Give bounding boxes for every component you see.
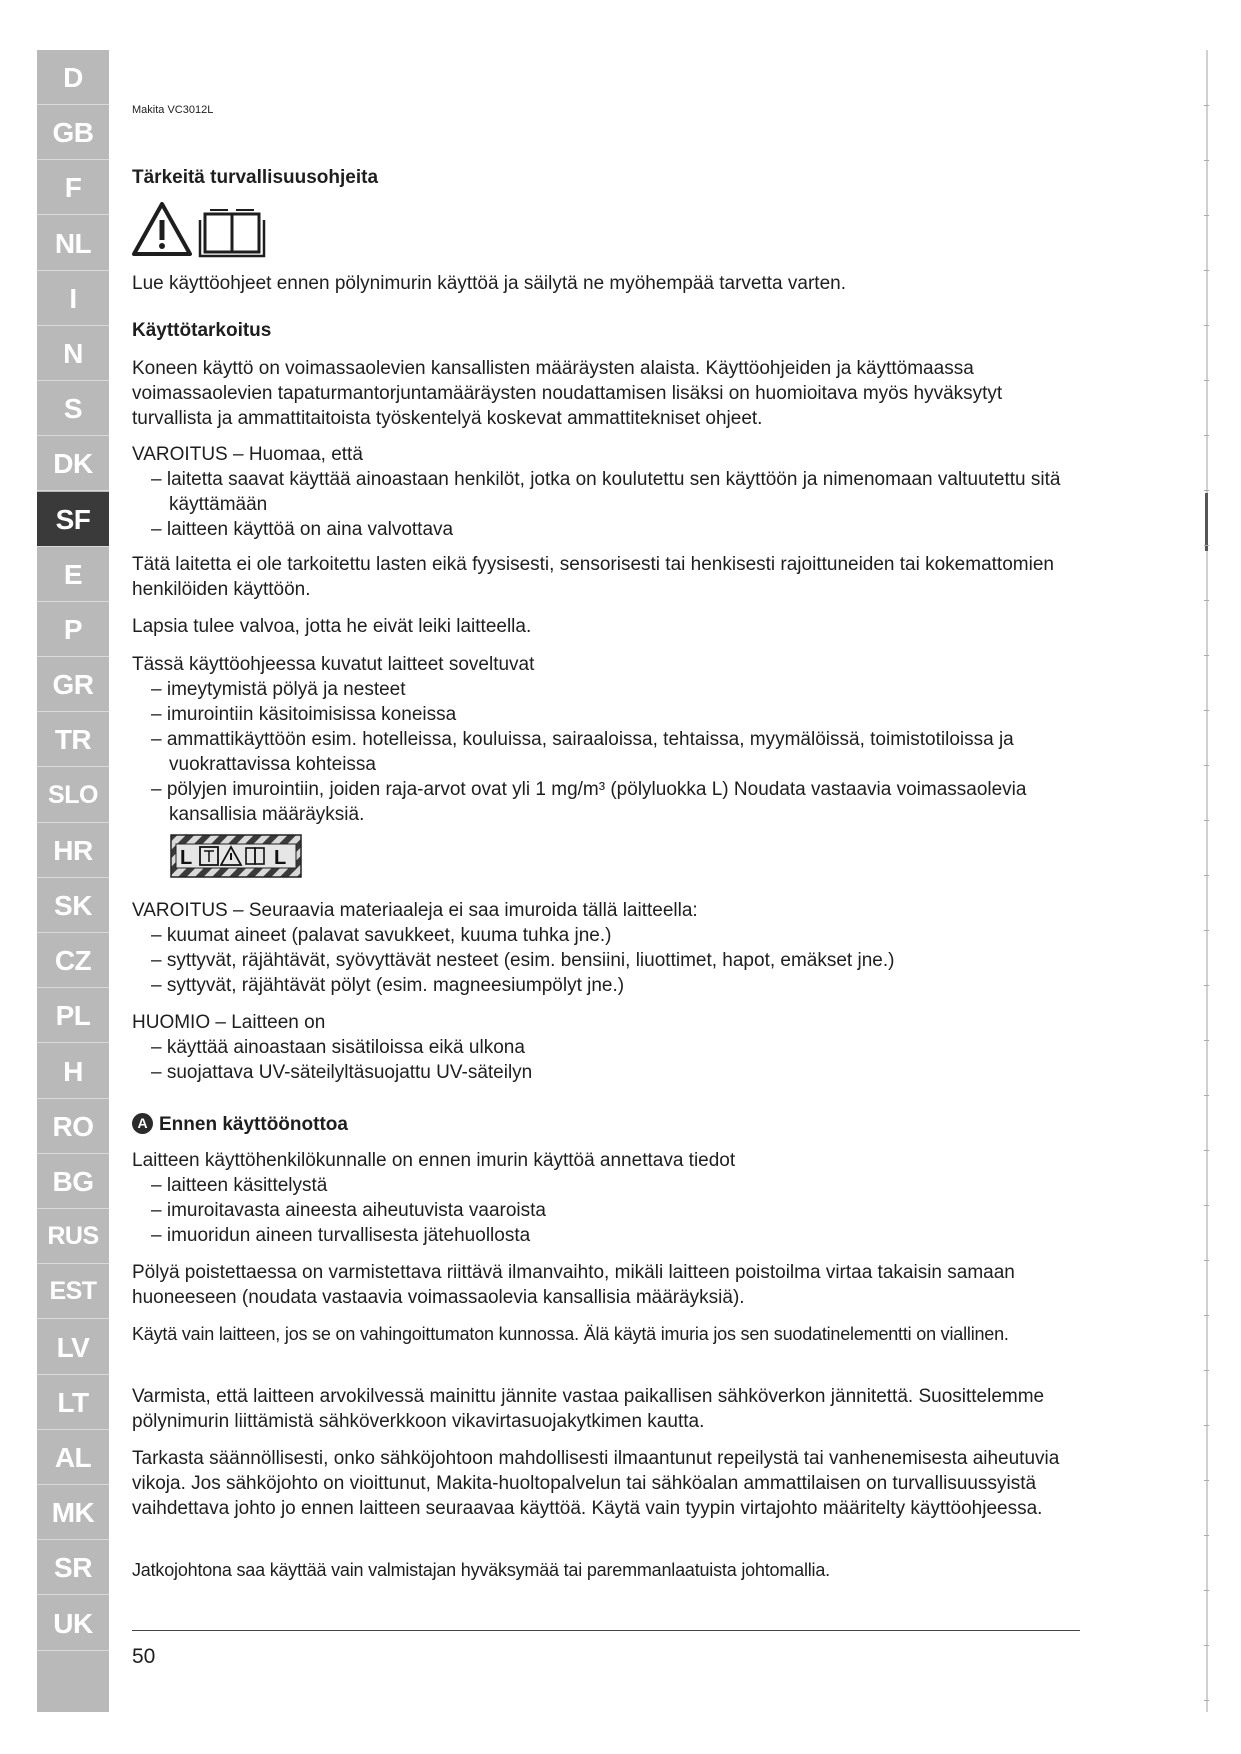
purpose-text: Koneen käyttö on voimassaolevien kansallisten määräysten alaista. Käyttöohjeiden ja käyttömaassa voimassaolevien tapaturmantorjuntamääräysten noudattamisen lisäksi on huomioitava myös hyväksytyt turvallista ja ammattitaitoista työskentelyä koskevat ammattitekniset ohjeet. [132, 358, 1003, 429]
safety-title: Tärkeitä turvallisuusohjeita [132, 167, 379, 188]
language-tab-nl[interactable]: NL [37, 216, 109, 271]
margin-tick [1204, 1040, 1209, 1041]
before-use-title: Ennen käyttöönottoa [159, 1114, 348, 1135]
margin-tick [1204, 545, 1209, 546]
footer-rule [132, 1630, 1080, 1631]
margin-tick [1204, 1590, 1209, 1591]
dust-class-l-label [170, 834, 302, 883]
language-tab-p[interactable]: P [37, 602, 109, 657]
language-tab-tr[interactable]: TR [37, 712, 109, 767]
warning1-item: – laitteen käyttöä on aina valvottava [151, 519, 454, 540]
language-sidebar [37, 50, 109, 1712]
dust-class-letter-right: L [274, 847, 287, 869]
margin-tick [1204, 1480, 1209, 1481]
margin-tick [1204, 1205, 1209, 1206]
page-number: 50 [132, 1645, 156, 1668]
warning2-item: – kuumat aineet (palavat savukkeet, kuuma tuhka jne.) [151, 925, 612, 946]
extension-text: Jatkojohtona saa käyttää vain valmistajan hyväksymää tai paremmanlaatuista johtomallia. [132, 1560, 830, 1580]
caution-item: – käyttää ainoastaan sisätiloissa eikä ulkona [151, 1037, 525, 1058]
margin-tick [1204, 1095, 1209, 1096]
header-model: Makita VC3012L [132, 104, 214, 116]
section-marker [1205, 493, 1208, 551]
ventilation-text: Pölyä poistettaessa on varmistettava riittävä ilmanvaihto, mikäli laitteen poistoilma virtaa takaisin samaan huoneeseen (noudata vastaavia voimassaolevia kansallisia määräyksiä). [132, 1262, 1015, 1308]
margin-tick [1204, 710, 1209, 711]
margin-tick [1204, 1150, 1209, 1151]
pictogram-svg [132, 200, 272, 260]
margin-tick [1204, 325, 1209, 326]
language-tab-h[interactable]: H [37, 1044, 109, 1099]
language-tab-bg[interactable]: BG [37, 1154, 109, 1209]
before-use-item: – imuroitavasta aineesta aiheutuvista vaaroista [151, 1200, 547, 1221]
supervise-children-text: Lapsia tulee valvoa, jotta he eivät leiki laitteella. [132, 616, 532, 637]
manual-book-icon [200, 210, 264, 256]
margin-tick [1204, 1260, 1209, 1261]
language-tab-gr[interactable]: GR [37, 657, 109, 712]
language-tab-mk[interactable]: MK [37, 1485, 109, 1540]
warning2-item: – syttyvät, räjähtävät pölyt (esim. magneesiumpölyt jne.) [151, 975, 625, 996]
warning1-intro: VAROITUS – Huomaa, että [132, 444, 363, 465]
children-text: Tätä laitetta ei ole tarkoitettu lasten eikä fyysisesti, sensorisesti tai henkisesti rajoittuneiden tai kokemattomien henkilöiden käyttöön. [132, 554, 1054, 600]
language-tab-sk[interactable]: SK [37, 878, 109, 933]
purpose-title: Käyttötarkoitus [132, 320, 272, 341]
language-tab-sf[interactable]: SF [37, 492, 109, 547]
margin-tick [1204, 655, 1209, 656]
margin-tick [1204, 380, 1209, 381]
margin-tick [1204, 985, 1209, 986]
language-tab-al[interactable]: AL [37, 1430, 109, 1485]
right-margin-rule [1206, 50, 1208, 1712]
warning2-item: – syttyvät, räjähtävät, syövyttävät nesteet (esim. bensiini, liuottimet, hapot, emäkset jne.) [151, 950, 895, 971]
language-tab-cz[interactable]: CZ [37, 933, 109, 988]
caution-item: – suojattava UV-säteilyltäsuojattu UV-säteilyn [151, 1062, 533, 1083]
before-use-item: – imuoridun aineen turvallisesta jätehuollosta [151, 1225, 531, 1246]
language-tab-d[interactable]: D [37, 50, 109, 105]
margin-tick [1204, 490, 1209, 491]
margin-tick [1204, 1315, 1209, 1316]
language-tab-rus[interactable]: RUS [37, 1209, 109, 1264]
margin-tick [1204, 875, 1209, 876]
language-tab-s[interactable]: S [37, 381, 109, 436]
language-tab-hr[interactable]: HR [37, 823, 109, 878]
language-tab-gb[interactable]: GB [37, 105, 109, 160]
margin-tick [1204, 765, 1209, 766]
suitable-item: – ammattikäyttöön esim. hotelleissa, kouluissa, sairaaloissa, tehtaissa, myymälöissä, toimistotiloissa ja vuokrattavissa kohteissa [151, 729, 1014, 775]
language-tab-dk[interactable]: DK [37, 436, 109, 491]
language-tab-n[interactable]: N [37, 326, 109, 381]
section-a-badge: A [132, 1113, 153, 1134]
language-tab-lt[interactable]: LT [37, 1375, 109, 1430]
margin-tick [1204, 820, 1209, 821]
warning2-intro: VAROITUS – Seuraavia materiaaleja ei saa imuroida tällä laitteella: [132, 900, 698, 921]
language-tab-pl[interactable]: PL [37, 988, 109, 1043]
dust-class-letter-left: L [180, 847, 193, 869]
language-tab-ro[interactable]: RO [37, 1099, 109, 1154]
suitable-item: – pölyjen imurointiin, joiden raja-arvot ovat yli 1 mg/m³ (pölyluokka L) Noudata vastaavia voimassaolevia kansallisia määräyksiä. [151, 779, 1027, 825]
undamaged-text: Käytä vain laitteen, jos se on vahingoittumaton kunnossa. Älä käytä imuria jos sen suodatinelementti on viallinen. [132, 1324, 1009, 1344]
margin-tick [1204, 435, 1209, 436]
language-tab-f[interactable]: F [37, 160, 109, 215]
language-tab-sr[interactable]: SR [37, 1540, 109, 1595]
language-tab-est[interactable]: EST [37, 1264, 109, 1319]
voltage-text: Varmista, että laitteen arvokilvessä mainittu jännite vastaa paikallisen sähköverkon jännitettä. Suosittelemme pölynimurin liittämistä sähköverkkoon vikavirtasuojakytkimen kautta. [132, 1386, 1045, 1432]
language-tab-i[interactable]: I [37, 271, 109, 326]
safety-pictograms [132, 200, 272, 265]
suitable-item: – imeytymistä pölyä ja nesteet [151, 679, 406, 700]
margin-tick [1204, 600, 1209, 601]
suitable-item: – imurointiin käsitoimisissa koneissa [151, 704, 457, 725]
margin-tick [1204, 1645, 1209, 1646]
caution-intro: HUOMIO – Laitteen on [132, 1012, 326, 1033]
margin-tick [1204, 160, 1209, 161]
language-tab-slo[interactable]: SLO [37, 768, 109, 823]
language-tab-lv[interactable]: LV [37, 1320, 109, 1375]
warning1-item: – laitetta saavat käyttää ainoastaan henkilöt, jotka on koulutettu sen käyttöön ja nimenomaan valtuutettu sitä käyttämään [151, 469, 1061, 515]
margin-tick [1204, 930, 1209, 931]
margin-tick [1204, 270, 1209, 271]
margin-tick [1204, 1700, 1209, 1701]
before-use-intro: Laitteen käyttöhenkilökunnalle on ennen imurin käyttöä annettava tiedot [132, 1150, 736, 1171]
language-tab-uk[interactable]: UK [37, 1596, 109, 1651]
margin-tick [1204, 105, 1209, 106]
cable-check-text: Tarkasta säännöllisesti, onko sähköjohtoon mahdollisesti ilmaantunut repeilystä tai vanhenemisesta aiheutuvia vikoja. Jos sähköjohto on vioittunut, Makita-huoltopalvelun tai sähköalan ammattilaisen on turvallisuussyistä vaihdettava johto jo ennen laitteen seuraavaa käyttöä. Käytä vain tyypin virtajohto määritelty käyttöohjeessa. [132, 1448, 1060, 1519]
margin-tick [1204, 1425, 1209, 1426]
suitable-intro: Tässä käyttöohjeessa kuvatut laitteet soveltuvat [132, 654, 535, 675]
read-manual-text: Lue käyttöohjeet ennen pölynimurin käyttöä ja säilytä ne myöhempää tarvetta varten. [132, 273, 846, 294]
dust-class-svg [170, 834, 302, 878]
margin-tick [1204, 215, 1209, 216]
before-use-heading [132, 1112, 1082, 1137]
warning-triangle-icon [134, 204, 190, 254]
margin-tick [1204, 1535, 1209, 1536]
before-use-item: – laitteen käsittelystä [151, 1175, 328, 1196]
margin-tick [1204, 1370, 1209, 1371]
language-tab-e[interactable]: E [37, 547, 109, 602]
